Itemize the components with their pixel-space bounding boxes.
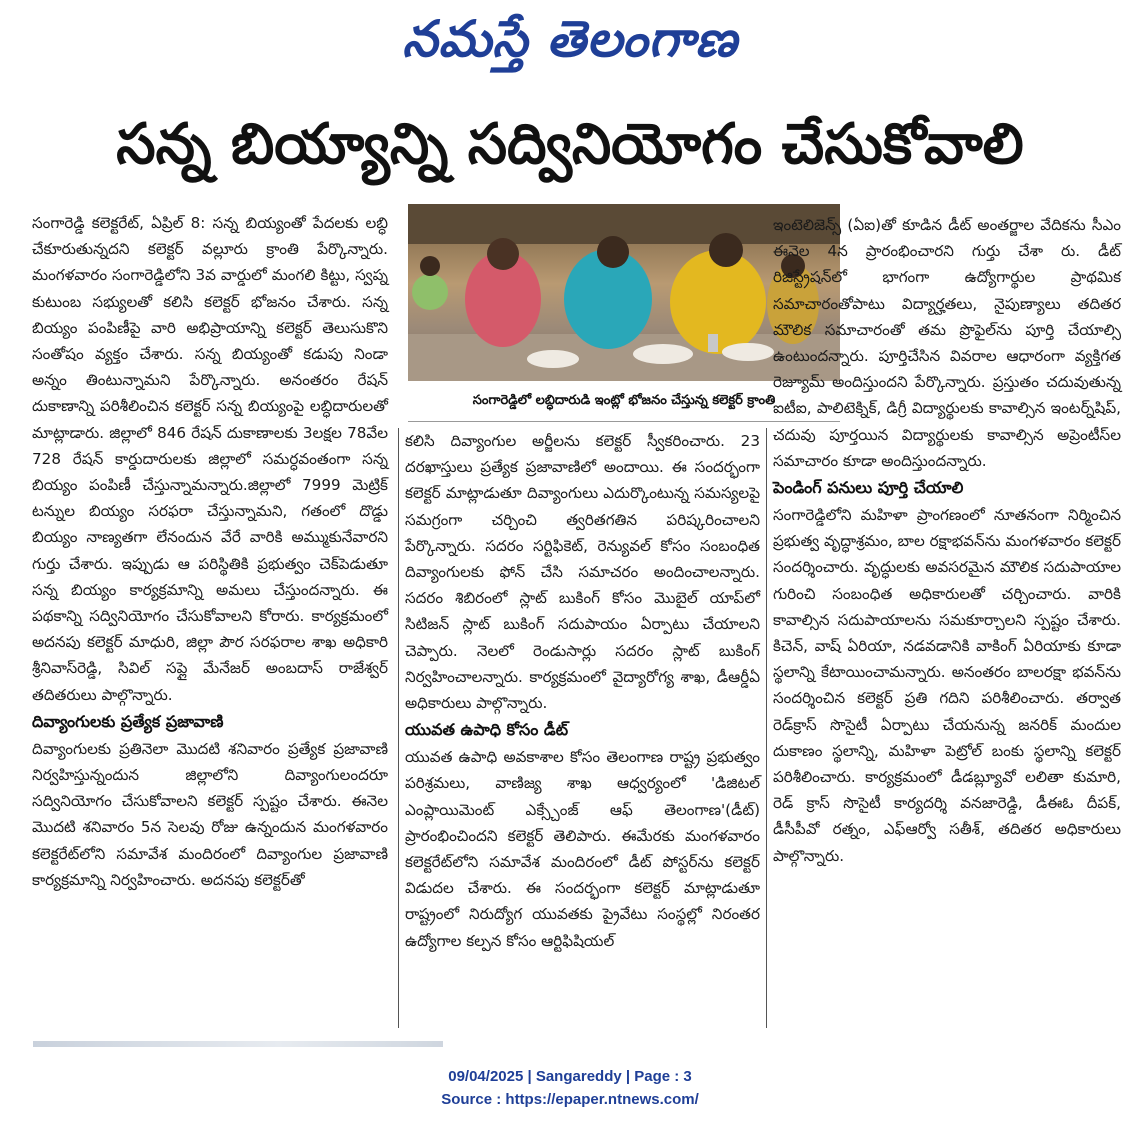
article-column-2 [405, 428, 760, 954]
article-headline: సన్న బియ్యాన్ని సద్వినియోగం చేసుకోవాలి [116, 112, 1024, 177]
photo-caption: సంగారెడ్డిలో లబ్ధిదారుడి ఇంట్లో భోజనం చేస్తున్న కలెక్టర్ క్రాంతి [408, 381, 840, 422]
section-subheading: పెండింగ్ పనులు పూర్తి చేయాలి [773, 478, 964, 498]
source-link[interactable]: Source : https://epaper.ntnews.com/ [441, 1091, 699, 1108]
newspaper-masthead: నమస్తే తెలంగాణ [402, 9, 738, 68]
date-edition-page: 09/04/2025 | Sangareddy | Page : 3 [448, 1068, 692, 1085]
article-column-1 [32, 210, 388, 893]
article-paragraph: ఇంటెలిజెన్స్ (ఏఐ)తో కూడిన డీట్ అంతర్జాల వేదికను సీఎం ఈనెల 4న ప్రారంభించారని గుర్తు చేశా రు. డీట్ రిజిస్ట్రేషన్‌లో భాగంగా ఉద్యోగార్థుల ప్రాథమిక సమాచారంతోపాటు విద్యార్హతలు, నైపుణ్యాలు తదితర మౌలిక సమాచారంతో తమ ప్రొఫైల్‌ను పూర్తి చేయాల్సి ఉంటుందన్నారు. పూర్తిచేసిన వివరాల ఆధారంగా వ్యక్తిగత రెజ్యూమ్ అందిస్తుందని పేర్కొన్నారు. ప్రస్తుతం చదువుతున్న ఐటీఐ, పాలిటెక్నిక్, డిగ్రీ విద్యార్థులకు కావాల్సిన ఇంటర్న్‌షిప్, చదువు పూర్తయిన విద్యార్థులకు కావాల్సిన అప్రెంటీస్‌ల సమాచారం కూడా అందిస్తుందన్నారు. [773, 216, 1121, 470]
article-paragraph: సంగారెడ్డి కలెక్టరేట్, ఏప్రిల్ 8: సన్న బియ్యంతో పేదలకు లబ్ధి చేకూరుతున్నదని కలెక్టర్ వల్లూరు క్రాంతి పేర్కొన్నారు. మంగళవారం సంగారెడ్డిలోని 3వ వార్డులో మంగలి కిట్టు, స్వప్న కుటుంబ సభ్యులతో కలిసి కలెక్టర్ భోజనం చేశారు. సన్న బియ్యం పంపిణీపై వారి అభిప్రాయాన్ని కలెక్టర్ తెలుసుకొని సంతోషం వ్యక్తం చేశారు. సన్న బియ్యంతో కడుపు నిండా అన్నం తింటున్నామని పేర్కొన్నారు. అనంతరం రేషన్ దుకాణాన్ని పరిశీలించిన కలెక్టర్ సన్న బియ్యంపై లబ్ధిదారులతో మాట్లాడారు. జిల్లాలో 846 రేషన్ దుకాణాలకు 3లక్షల 78వేల 728 రేషన్ కార్డుదారులకు జిల్లాలో సమర్ధవంతంగా సన్న బియ్యం పంపిణీ చేస్తున్నామన్నారు.జిల్లాలో 7999 మెట్రిక్ టన్నుల బియ్యం సరఫరా చేస్తున్నామని, గతంలో దొడ్డు బియ్యం నాణ్యతగా లేనందున వేరే వారికి అమ్ముకునేవారని గుర్తు చేశారు. ఇప్పుడు ఆ పరిస్థితికి ప్రభుత్వం చెక్‌పెడుతూ సన్న బియ్యం కార్యక్రమాన్ని అమలు చేస్తుందన్నారు. ఈ పథకాన్ని సద్వినియోగం చేసుకోవాలని కోరారు. కార్యక్రమంలో అదనపు కలెక్టర్ మాధురి, జిల్లా పౌర సరఫరాల శాఖ అధికారి శ్రీనివాస్‌రెడ్డి, సివిల్ సప్లై మేనేజర్ అంబదాస్ రాజేశ్వర్ తదితరులు పాల్గొన్నారు. [32, 214, 388, 704]
article-paragraph: యువత ఉపాధి అవకాశాల కోసం తెలంగాణ రాష్ట్ర ప్రభుత్వం పరిశ్రమలు, వాణిజ్య శాఖ ఆధ్వర్యంలో 'డిజిటల్ ఎంప్లాయిమెంట్ ఎక్స్చేంజ్ ఆఫ్ తెలంగాణ'(డీట్) ప్రారంభించిందని కలెక్టర్ తెలిపారు. ఈమేరకు మంగళవారం కలెక్టరేట్‌లోని సమావేశ మందిరంలో డీట్ పోస్టర్‌ను కలెక్టర్ విడుదల చేశారు. ఈ సందర్భంగా కలెక్టర్ మాట్లాడుతూ రాష్ట్రంలో నిరుద్యోగ యువతకు ప్రైవేటు సంస్థల్లో నిరంతర ఉద్యోగాల కల్పన కోసం ఆర్టిఫిషియల్ [405, 748, 760, 950]
article-paragraph: సంగారెడ్డిలోని మహిళా ప్రాంగణంలో నూతనంగా నిర్మించిన ప్రభుత్వ వృద్ధాశ్రమం, బాల రక్షాభవన్‌ను మంగళవారం కలెక్టర్ సందర్శించారు. వృద్ధులకు అవసరమైన మౌలిక సదుపాయాల గురించి సంబంధిత అధికారులతో చర్చించారు. వారికి కావాల్సిన సదుపాయాలను సమకూర్చాలని స్పష్టం చేశారు. కిచెన్, వాష్ ఏరియా, నడవడానికి వాకింగ్ ఏరియాకు కూడా స్థలాన్ని కేటాయించామన్నారు. అనంతరం బాలరక్షా భవన్‌ను సందర్శించిన కలెక్టర్ ప్రతి గదిని పరిశీలించారు. తర్వాత రెడ్‌క్రాస్ సొసైటీ ఏర్పాటు చేయనున్న జనరిక్ మందుల దుకాణం స్థలాన్ని, మహిళా పెట్రోల్ బంకు స్థలాన్ని కలెక్టర్ పరిశీలించారు. కార్యక్రమంలో డీడబ్ల్యూవో లలితా కుమారి, రెడ్ క్రాస్ సొసైటీ కార్యదర్శి వనజారెడ్డి, డీఈఓ దీపక్, డీసీపీవో రత్నం, ఎఫ్ఆర్వో సతీశ్, తదితర అధికారులు పాల్గొన్నారు. [773, 506, 1121, 865]
next-article-strip [33, 1041, 443, 1047]
column-divider [766, 428, 767, 1028]
article-column-3 [773, 212, 1121, 869]
section-subheading: యువత ఉపాధి కోసం డీట్ [405, 720, 569, 740]
column-divider [398, 428, 399, 1028]
section-subheading: దివ్యాంగులకు ప్రత్యేక ప్రజావాణి [32, 711, 224, 731]
article-paragraph: దివ్యాంగులకు ప్రతినెలా మొదటి శనివారం ప్రత్యేక ప్రజావాణి నిర్వహిస్తున్నందున జిల్లాలోని దివ్యాంగులందరూ సద్వినియోగం చేసుకోవాలని కలెక్టర్ స్పష్టం చేశారు. ఈనెల మొదటి శనివారం 5న సెలవు రోజు ఉన్నందున మంగళవారం కలెక్టరేట్‌లోని సమావేశ మందిరంలో దివ్యాంగుల ప్రజావాణి కార్యక్రమాన్ని నిర్వహించారు. అదనపు కలెక్టర్‌తో [32, 739, 388, 889]
article-paragraph: కలిసి దివ్యాంగుల అర్జీలను కలెక్టర్ స్వీకరించారు. 23 దరఖాస్తులు ప్రత్యేక ప్రజావాణిలో అందాయి. ఈ సందర్భంగా కలెక్టర్ మాట్లాడుతూ దివ్యాంగులు ఎదుర్కొంటున్న సమస్యలపై సమగ్రంగా చర్చించి త్వరితగతిన పరిష్కరించాలని పేర్కొన్నారు. సదరం సర్టిఫికెట్, రెన్యువల్ కోసం సంబంధిత దివ్యాంగులకు ఫోన్ చేసి సమాచరం అందించాలన్నారు. సదరం శిబిరంలో స్లాట్ బుకింగ్ కోసం మొబైల్ యాప్‌లో సిటిజన్ స్లాట్ బుకింగ్ సదుపాయం ఏర్పాటు చేయాలని చెప్పారు. నెలలో రెండుసార్లు సదరం స్లాట్ బుకింగ్ నిర్వహించాలన్నారు. కార్యక్రమంలో వైద్యారోగ్య శాఖ, డీఆర్డీఏ అధికారులు పాల్గొన్నారు. [405, 432, 760, 713]
